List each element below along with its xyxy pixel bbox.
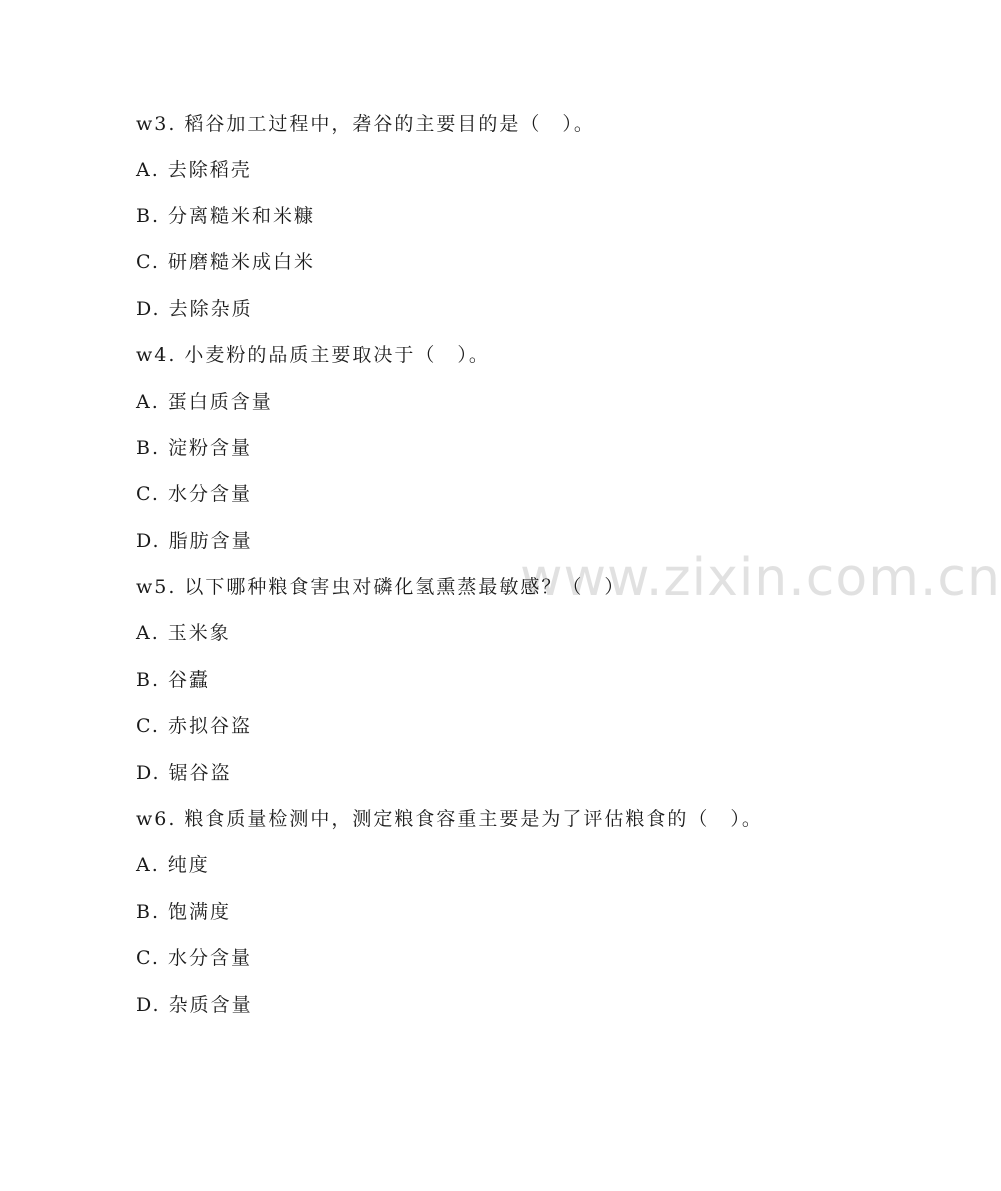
question-option: C. 赤拟谷盗 [136, 715, 252, 737]
question-option: B. 分离糙米和米糠 [136, 205, 316, 227]
question-option: D. 脂肪含量 [136, 530, 253, 552]
question-option: D. 去除杂质 [136, 298, 253, 320]
question-option: A. 纯度 [136, 854, 210, 876]
question-stem: w3. 稻谷加工过程中，砻谷的主要目的是（ ）。 [136, 113, 595, 135]
question-stem: w4. 小麦粉的品质主要取决于（ ）。 [136, 344, 490, 366]
question-option: B. 饱满度 [136, 901, 232, 923]
question-option: C. 水分含量 [136, 483, 252, 505]
question-option: A. 去除稻壳 [136, 159, 252, 181]
question-option: B. 淀粉含量 [136, 437, 253, 459]
watermark: www.zixin.com.cn [520, 548, 1001, 608]
question-option: C. 水分含量 [136, 947, 252, 969]
question-stem: w6. 粮食质量检测中，测定粮食容重主要是为了评估粮食的（ ）。 [136, 808, 763, 830]
question-option: D. 杂质含量 [136, 994, 253, 1016]
question-option: B. 谷蠹 [136, 669, 211, 691]
question-stem: w5. 以下哪种粮食害虫对磷化氢熏蒸最敏感？（ ） [136, 576, 626, 598]
question-option: A. 蛋白质含量 [136, 391, 273, 413]
question-option: A. 玉米象 [136, 622, 231, 644]
question-option: C. 研磨糙米成白米 [136, 251, 315, 273]
question-option: D. 锯谷盗 [136, 762, 232, 784]
